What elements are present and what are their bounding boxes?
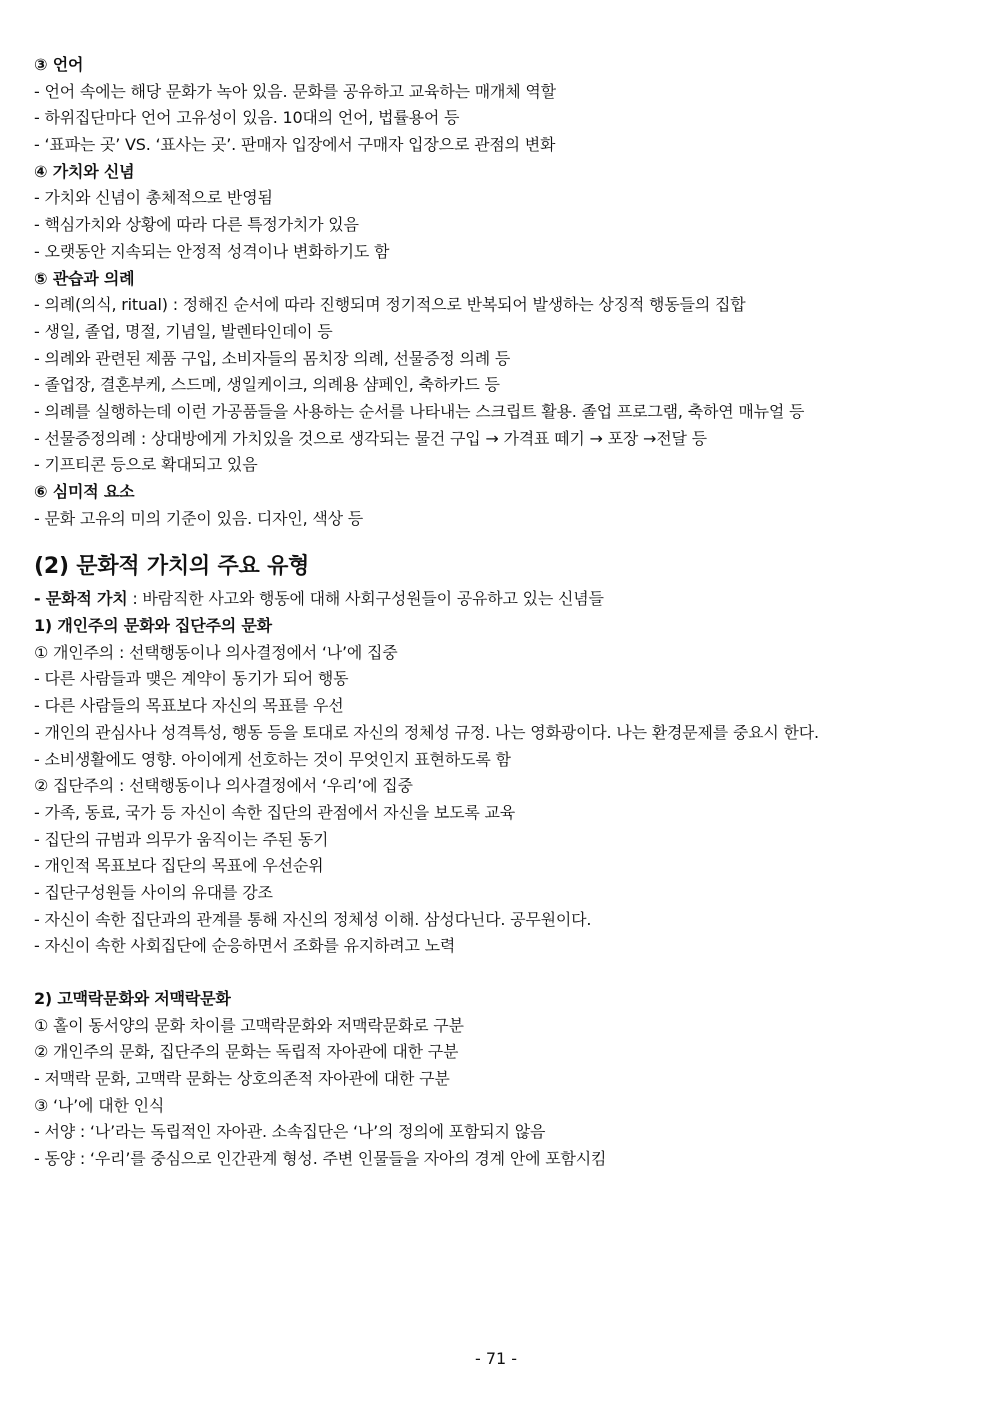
text-line: ② 개인주의 문화, 집단주의 문화는 독립적 자아관에 대한 구분 bbox=[34, 1042, 459, 1062]
text-line: - 다른 사람들과 맺은 계약이 동기가 되어 행동 bbox=[34, 669, 349, 689]
subheading: ④ 가치와 신념 bbox=[34, 161, 135, 181]
section-title: (2) 문화적 가치의 주요 유형 bbox=[34, 554, 310, 580]
text-line: - 의례를 실행하는데 이런 가공품들을 사용하는 순서를 나타내는 스크립트 활용. 졸업 프로그램, 축하연 매뉴얼 등 bbox=[34, 401, 805, 421]
page-number: - 71 - bbox=[474, 1349, 518, 1368]
text-line: - ‘표파는 곳’ VS. ‘표사는 곳’. 판매자 입장에서 구매자 입장으로 관점의 변화 bbox=[34, 135, 556, 155]
text-line: ① 개인주의 : 선택행동이나 의사결정에서 ‘나’에 집중 bbox=[34, 642, 398, 662]
subheading: 2) 고맥락문화와 저맥락문화 bbox=[34, 989, 231, 1008]
text-line: - 의례(의식, ritual) : 정해진 순서에 따라 진행되며 정기적으로 반복되어 발생하는 상징적 행동들의 집합 bbox=[34, 295, 746, 315]
text-line: - 서양 : ‘나’라는 독립적인 자아관. 소속집단은 ‘나’의 정의에 포함되지 않음 bbox=[34, 1122, 546, 1142]
text-line: - 의례와 관련된 제품 구입, 소비자들의 몸치장 의례, 선물증정 의례 등 bbox=[34, 348, 511, 368]
subheading: 1) 개인주의 문화와 집단주의 문화 bbox=[34, 616, 272, 636]
text-line: - 졸업장, 결혼부케, 스드메, 생일케이크, 의례용 샴페인, 축하카드 등 bbox=[34, 375, 500, 395]
text-line: ① 홀이 동서양의 문화 차이를 고맥락문화와 저맥락문화로 구분 bbox=[34, 1015, 464, 1035]
section-context-culture bbox=[34, 986, 958, 1173]
text-line: - 오랫동안 지속되는 안정적 성격이나 변화하기도 함 bbox=[34, 241, 390, 261]
definition-label: - 문화적 가치 bbox=[34, 589, 128, 609]
definition-line bbox=[34, 586, 958, 613]
subheading: ⑥ 심미적 요소 bbox=[34, 482, 135, 501]
section-individualism-collectivism bbox=[34, 613, 958, 960]
text-line: - 문화 고유의 미의 기준이 있음. 디자인, 색상 등 bbox=[34, 508, 364, 528]
text-line: - 동양 : ‘우리’를 중심으로 인간관계 형성. 주변 인물들을 자아의 경계 안에 포함시킴 bbox=[34, 1149, 607, 1169]
subheading: ③ 언어 bbox=[34, 55, 84, 74]
text-line: - 집단구성원들 사이의 유대를 강조 bbox=[34, 882, 273, 902]
text-line: - 가치와 신념이 총체적으로 반영됨 bbox=[34, 188, 273, 208]
text-line: ③ ‘나’에 대한 인식 bbox=[34, 1095, 165, 1115]
definition-text: : 바람직한 사고와 행동에 대해 사회구성원들이 공유하고 있는 신념들 bbox=[127, 589, 604, 609]
text-line: - 언어 속에는 해당 문화가 녹아 있음. 문화를 공유하고 교육하는 매개체 역할 bbox=[34, 81, 556, 101]
subheading: ⑤ 관습과 의례 bbox=[34, 268, 135, 288]
text-line: - 소비생활에도 영향. 아이에게 선호하는 것이 무엇인지 표현하도록 함 bbox=[34, 749, 511, 769]
text-line: - 저맥락 문화, 고맥락 문화는 상호의존적 자아관에 대한 구분 bbox=[34, 1069, 450, 1089]
section-culture-elements bbox=[34, 52, 958, 532]
text-line: - 자신이 속한 집단과의 관계를 통해 자신의 정체성 이해. 삼성다닌다. 공무원이다. bbox=[34, 909, 592, 929]
text-line: - 선물증정의례 : 상대방에게 가치있을 것으로 생각되는 물건 구입 → 가격표 떼기 → 포장 →전달 등 bbox=[34, 428, 707, 448]
text-line: - 개인적 목표보다 집단의 목표에 우선순위 bbox=[34, 856, 324, 876]
text-line: - 생일, 졸업, 명절, 기념일, 발렌타인데이 등 bbox=[34, 321, 333, 341]
text-line: - 집단의 규범과 의무가 움직이는 주된 동기 bbox=[34, 829, 329, 849]
text-line: - 가족, 동료, 국가 등 자신이 속한 집단의 관점에서 자신을 보도록 교육 bbox=[34, 802, 516, 822]
text-line: - 하위집단마다 언어 고유성이 있음. 10대의 언어, 법률용어 등 bbox=[34, 108, 460, 128]
text-line: - 기프티콘 등으로 확대되고 있음 bbox=[34, 455, 258, 475]
text-line: - 개인의 관심사나 성격특성, 행동 등을 토대로 자신의 정체성 규정. 나는 영화광이다. 나는 환경문제를 중요시 한다. bbox=[34, 722, 819, 742]
text-line: - 핵심가치와 상황에 따라 다른 특정가치가 있음 bbox=[34, 215, 359, 235]
text-line: - 자신이 속한 사회집단에 순응하면서 조화를 유지하려고 노력 bbox=[34, 936, 456, 956]
text-line: ② 집단주의 : 선택행동이나 의사결정에서 ‘우리’에 집중 bbox=[34, 776, 413, 796]
document-page bbox=[34, 52, 958, 1173]
text-line: - 다른 사람들의 목표보다 자신의 목표를 우선 bbox=[34, 696, 344, 716]
paragraph-spacer bbox=[34, 960, 958, 986]
